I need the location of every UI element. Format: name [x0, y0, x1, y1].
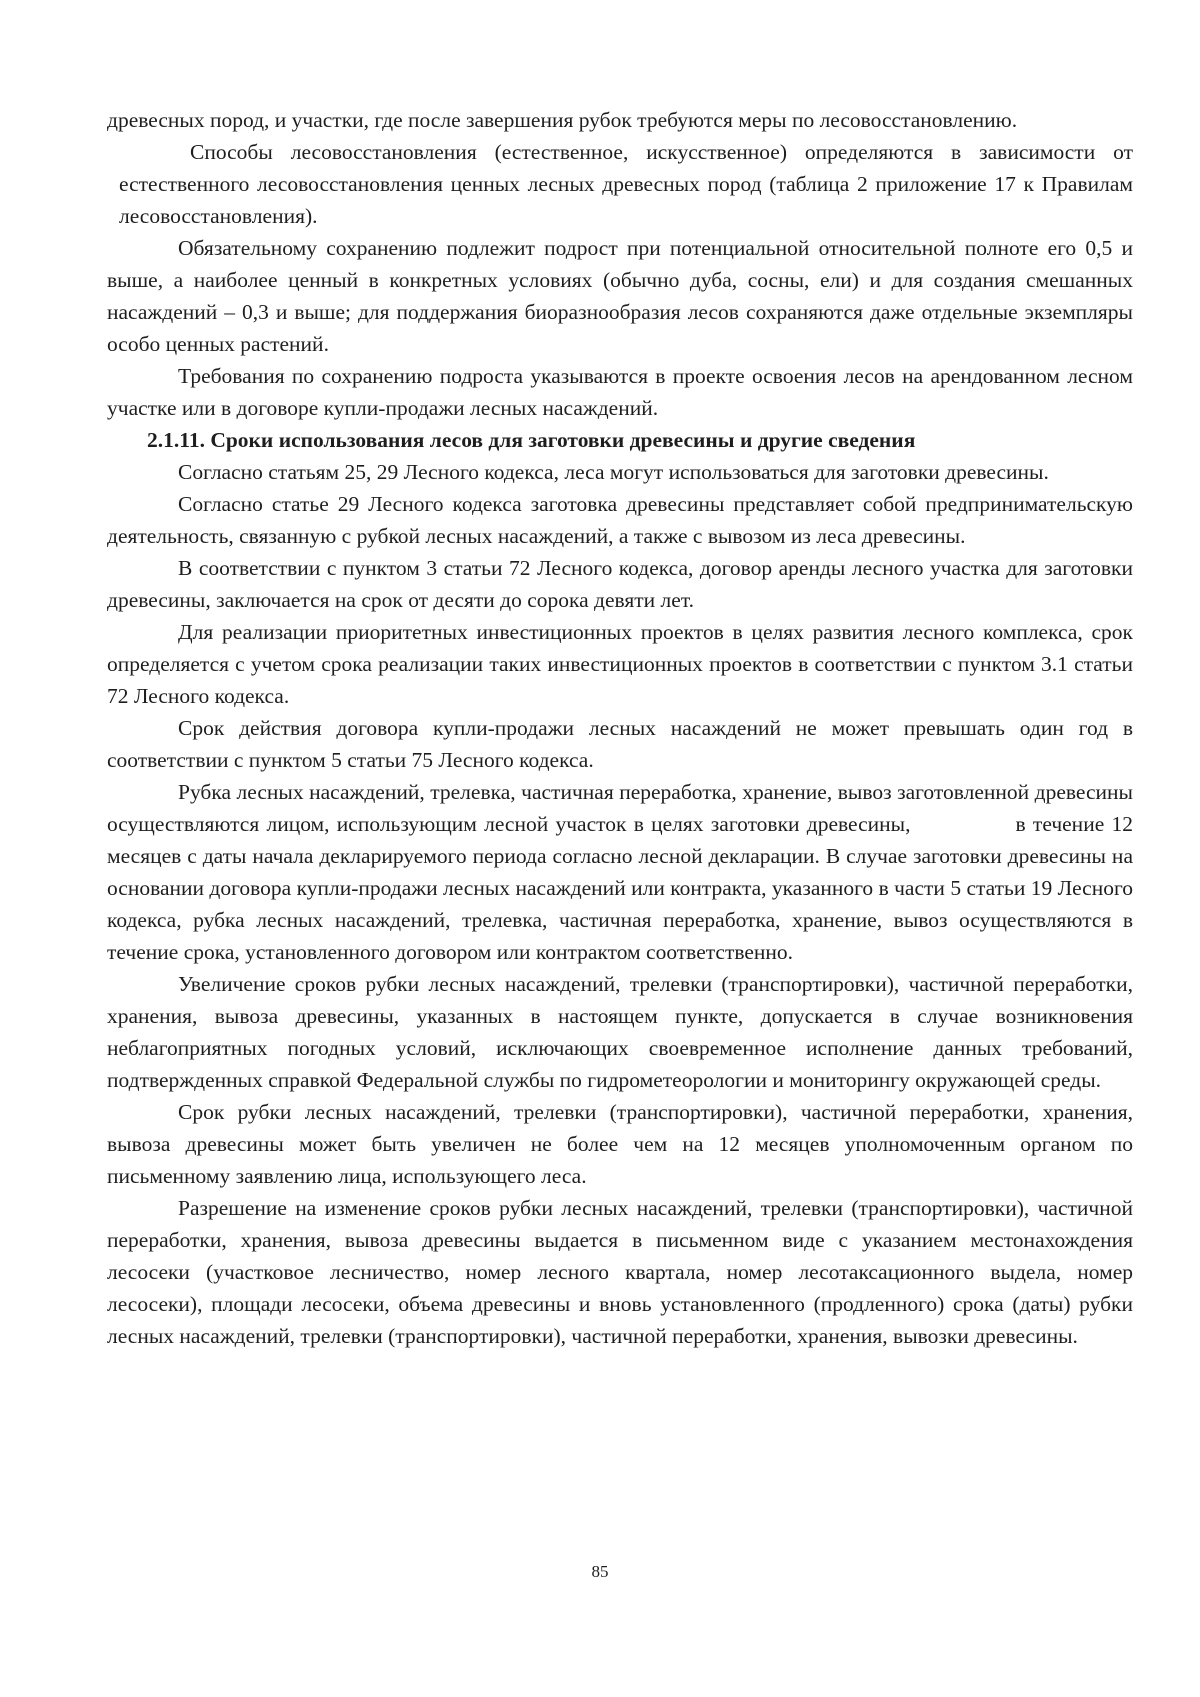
paragraph-reforestation-methods: Способы лесовосстановления (естественное, искусственное) определяются в зависимости от естественного лесовосстановления ценных лесных древесных пород (таблица 2 приложение 17 к Правилам лесовосстановления). [119, 140, 1133, 228]
paragraph-undergrowth-preservation: Обязательному сохранению подлежит подрост при потенциальной относительной полноте его 0,5 и выше, а наиболее ценный в конкретных условиях (обычно дуба, сосны, ели) и для создания смешанных насаждений – 0,3 и выше; для поддержания биоразнообразия лесов сохраняются даже отдельные экземпляры особо ценных растений. [107, 236, 1133, 356]
paragraph-priority-projects: Для реализации приоритетных инвестиционных проектов в целях развития лесного комплекса, срок определяется с учетом срока реализации таких инвестиционных проектов в соответствии с пунктом 3.1 статьи 72 Лесного кодекса. [107, 620, 1133, 708]
page-number: 85 [591, 1562, 609, 1581]
paragraph-lease-term: В соответствии с пунктом 3 статьи 72 Лесного кодекса, договор аренды лесного участка для заготовки древесины, заключается на срок от десяти до сорока девяти лет. [107, 556, 1133, 612]
paragraph-articles-25-29: Согласно статьям 25, 29 Лесного кодекса, леса могут использоваться для заготовки древесины. [178, 460, 1049, 484]
paragraph-sale-contract-term: Срок действия договора купли-продажи лесных насаждений не может превышать один год в соответствии с пунктом 5 статьи 75 Лесного кодекса. [107, 716, 1133, 772]
paragraph-term-extension-12-months: Срок рубки лесных насаждений, трелевки (транспортировки), частичной переработки, хранения, вывоза древесины может быть увеличен не более чем на 12 месяцев уполномоченным органом по письменному заявлению лица, использующего леса. [107, 1100, 1133, 1188]
paragraph-felling-terms-part1: Рубка лесных насаждений, трелевка, частичная переработка, хранение, вывоз заготовленной древесины осуществляются лицом, использующим лесной участок в целях заготовки древесины, [107, 780, 1133, 836]
section-heading: 2.1.11. Сроки использования лесов для заготовки древесины и другие сведения [147, 428, 916, 452]
paragraph-article-29: Согласно статье 29 Лесного кодекса заготовка древесины представляет собой предпринимательскую деятельность, связанную с рубкой лесных насаждений, а также с вывозом из леса древесины. [107, 492, 1133, 548]
paragraph-permission-details: Разрешение на изменение сроков рубки лесных насаждений, трелевки (транспортировки), частичной переработки, хранения, вывоза древесины выдается в письменном виде с указанием местонахождения лесосеки (участковое лесничество, номер лесного квартала, номер лесотаксационного выдела, номер лесосеки), площади лесосеки, объема древесины и вновь установленного (продленного) срока (даты) рубки лесных насаждений, трелевки (транспортировки), частичной переработки, хранения, вывозки древесины. [107, 1196, 1133, 1348]
paragraph-felling-terms-part2: в течение 12 месяцев с даты начала декларируемого периода согласно лесной декларации. В случае заготовки древесины на основании договора купли-продажи лесных насаждений или контракта, указанного в части 5 статьи 19 Лесного кодекса, рубка лесных насаждений, трелевка, частичная переработка, хранение, вывоз осуществляются в течение срока, установленного договором или контрактом соответственно. [107, 812, 1133, 964]
paragraph-continuation: древесных пород, и участки, где после завершения рубок требуются меры по лесовосстановлению. [107, 108, 1018, 132]
paragraph-term-extension-weather: Увеличение сроков рубки лесных насаждений, трелевки (транспортировки), частичной переработки, хранения, вывоза древесины, указанных в настоящем пункте, допускается в случае возникновения неблагоприятных погодных условий, исключающих своевременное исполнение данных требований, подтвержденных справкой Федеральной службы по гидрометеорологии и мониторингу окружающей среды. [107, 972, 1133, 1092]
document-page [107, 104, 1133, 1352]
paragraph-felling-terms [107, 776, 1133, 968]
paragraph-preservation-requirements: Требования по сохранению подроста указываются в проекте освоения лесов на арендованном лесном участке или в договоре купли-продажи лесных насаждений. [107, 364, 1133, 420]
